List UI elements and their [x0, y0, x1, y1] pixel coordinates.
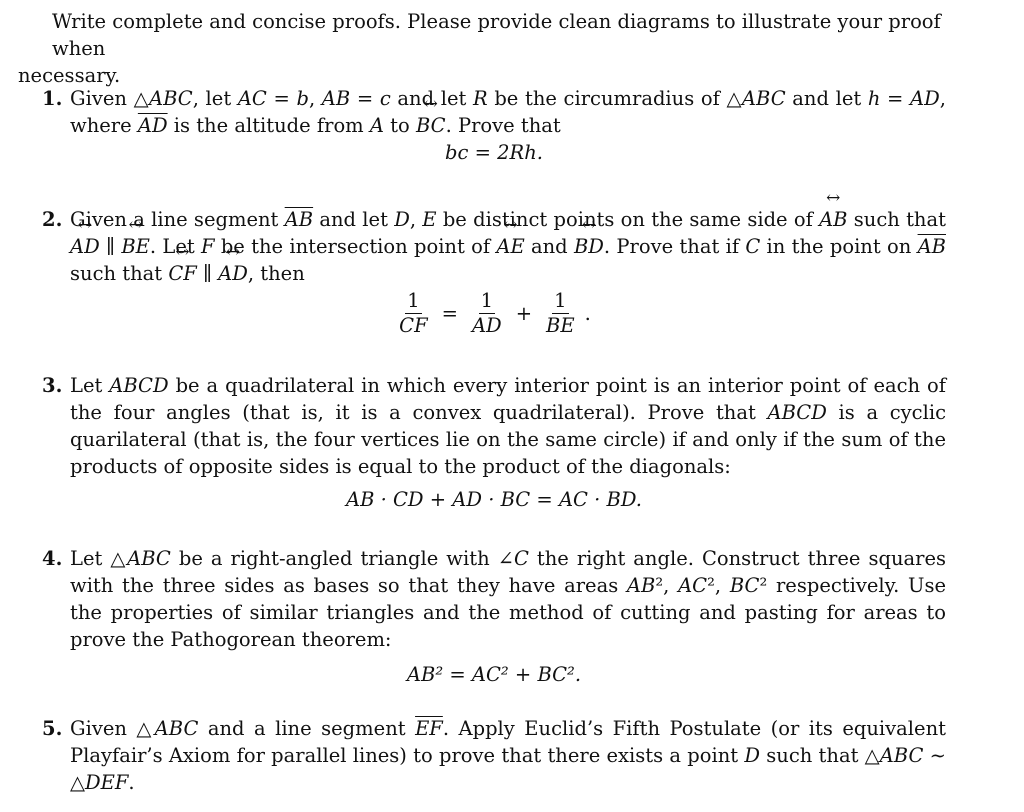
problem-5 — [42, 715, 946, 796]
problem-number: 3. — [42, 374, 63, 397]
instructions-line-1: Write complete and concise proofs. Please provide clean diagrams to illustrate your proof when — [52, 10, 941, 60]
problem-4 — [42, 545, 946, 688]
equation: AB · CD + AD · BC = AC · BD. — [345, 488, 643, 511]
problem-text: Given △ABC, let AC = b, AB = c and let R be the circumradius of △ABC and let h = AD, where $\overline{AD}$ is the altitude from A to ↔ BC. Prove that — [70, 85, 946, 139]
problem-text: Given △ABC and a line segment $\overline{EF}$. Apply Euclid’s Fifth Postulate (or its equivalent Playfair’s Axiom for parallel lines) to prove that there exists a point D such that △ABC ∼ △DEF. — [70, 717, 946, 794]
problem-text: Let ABCD be a quadrilateral in which every interior point is an interior point of each of the four angles (that is, it is a convex quadrilateral). Prove that ABCD is a cyclic quarilateral (that is, the four vertices lie on the same circle) if and only if the sum of the products of opposite sides is equal to the product of the diagonals: — [70, 374, 947, 478]
problem-number: 4. — [42, 547, 63, 570]
instructions-line-2: necessary. — [18, 64, 121, 87]
problem-2 — [42, 206, 946, 340]
equation-fraction: $\frac{1}{CF}$ = $\frac{1}{AD}$ + $\frac{1}{BE}$ . — [399, 289, 591, 337]
problem-text: Let △ABC be a right-angled triangle with ∠C the right angle. Construct three squares with the three sides as bases so that they have areas AB², AC², BC² respectively. Use the properties of similar triangles and the method of cutting and pasting for areas to prove the Pathogorean theorem: — [70, 547, 946, 651]
problem-text: Given a line segment $\overline{AB}$ and let D, E be distinct points on the same side of ↔ AB such that ↔ AD ∥ ↔ BE. Let F be the intersection point of ↔ AE and ↔ BD. Prove that if C in the point on $\overline{AB}$ such that ↔ CF ∥ ↔ AD, then — [70, 206, 946, 287]
problem-1 — [42, 85, 946, 166]
problem-number: 5. — [42, 717, 63, 740]
fraction-1-over-be: $\frac{1}{BE}$ — [546, 289, 575, 337]
fraction-1-over-ad: $\frac{1}{AD}$ — [471, 289, 502, 337]
problem-3 — [42, 372, 946, 513]
instructions — [18, 8, 958, 89]
fraction-1-over-cf: $\frac{1}{CF}$ — [399, 289, 428, 337]
equation: bc = 2Rh. — [445, 141, 543, 164]
problem-number: 1. — [42, 87, 63, 110]
equation: AB² = AC² + BC². — [406, 663, 582, 686]
problem-number: 2. — [42, 208, 63, 231]
